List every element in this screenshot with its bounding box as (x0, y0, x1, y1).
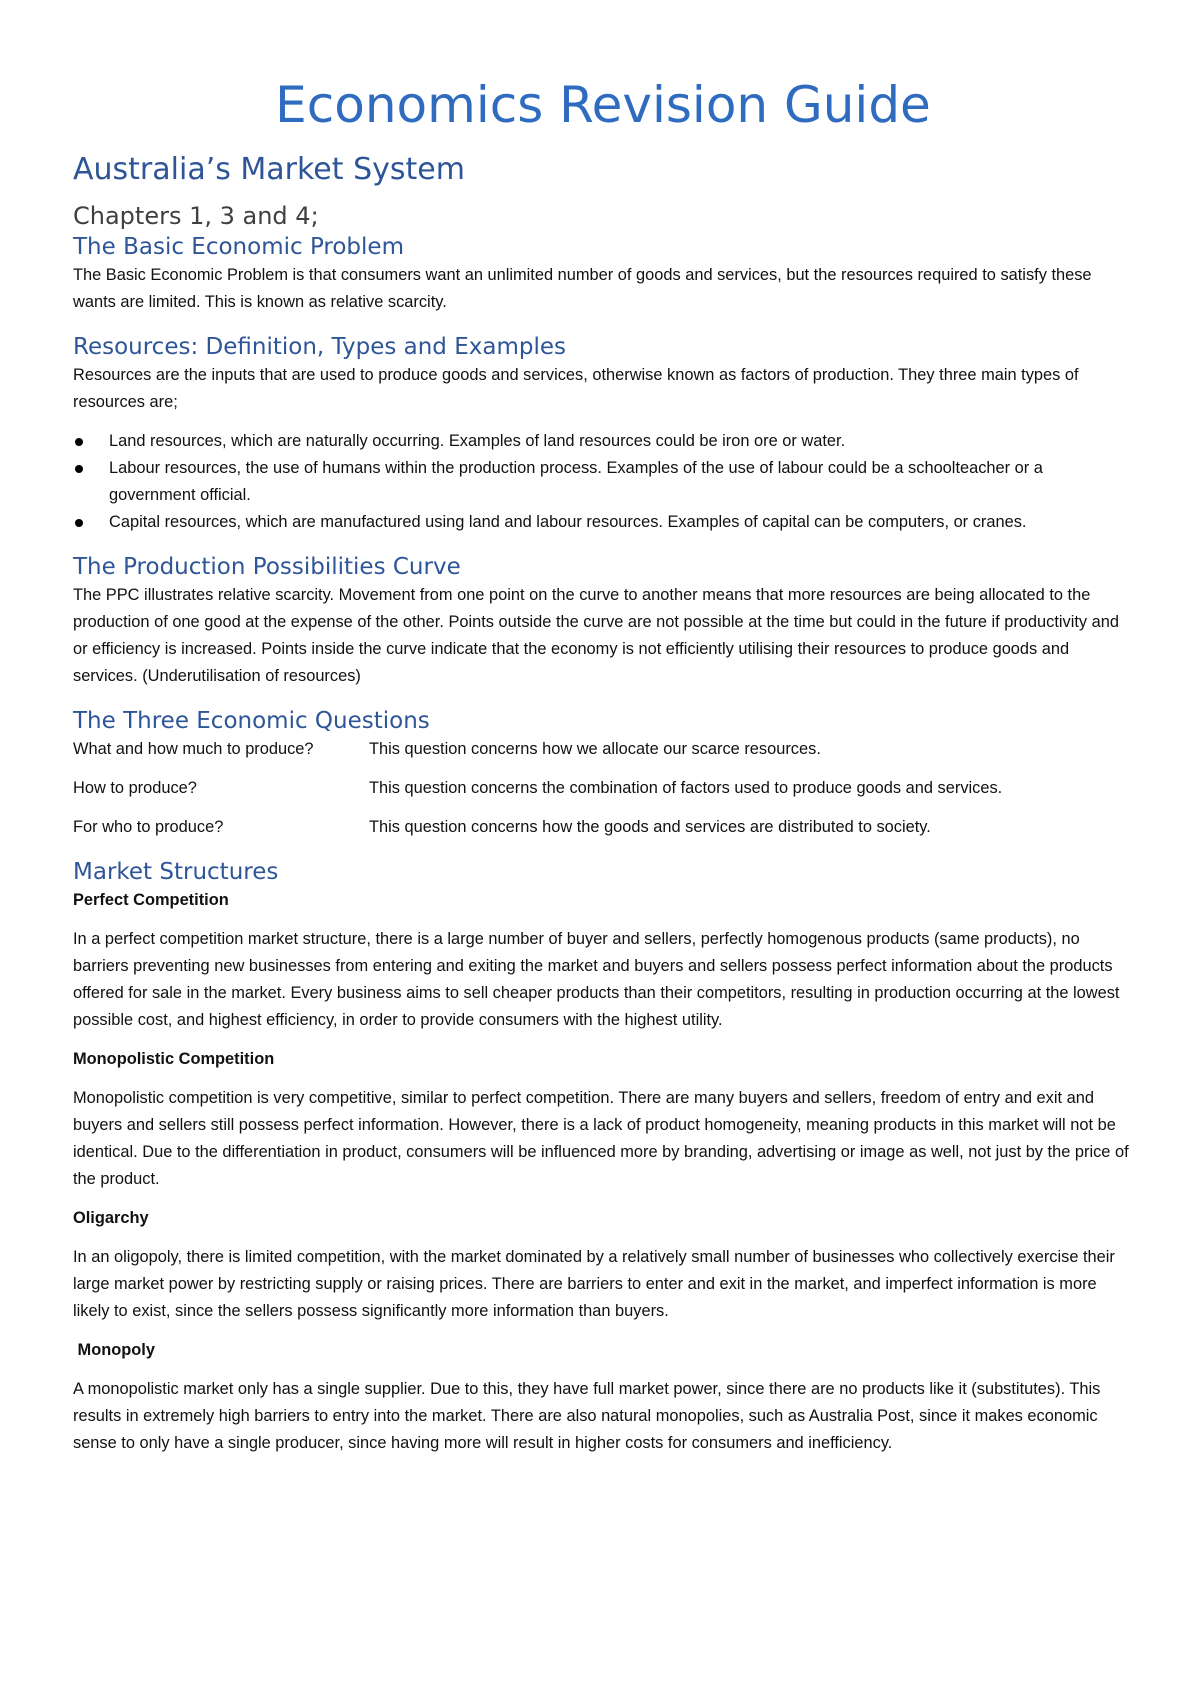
question-row (73, 814, 1133, 841)
question-answer: This question concerns the combination of factors used to produce goods and services. (369, 779, 1003, 797)
monopoly-heading: Monopoly (73, 1341, 155, 1359)
resources-section (73, 332, 1133, 536)
list-item (73, 428, 1133, 455)
question-row (73, 775, 1133, 802)
basic-problem-section (73, 232, 1133, 316)
bullet-icon (75, 438, 83, 446)
resources-list (73, 428, 1133, 536)
bullet-icon (75, 519, 83, 527)
chapters-heading: Chapters 1, 3 and 4; (73, 202, 319, 230)
ppc-body: The PPC illustrates relative scarcity. Movement from one point on the curve to another means that more resources are being allocated to the production of one good at the expense of the other. Points outside the curve are not possible at the time but could in the future if productivity and or efficiency is increased. Points inside the curve indicate that the economy is not efficiently utilising their resources to produce goods and services. (Underutilisation of resources) (73, 586, 1120, 685)
question-row (73, 736, 1133, 763)
perfect-competition-body: In a perfect competition market structure, there is a large number of buyer and sellers, perfectly homogenous products (same products), no barriers preventing new businesses from entering and exiting the market and buyers and sellers possess perfect information about the products offered for sale in the market. Every business aims to sell cheaper products than their competitors, resulting in production occurring at the lowest possible cost, and highest efficiency, in order to provide consumers with the highest utility. (73, 930, 1120, 1029)
oligarchy-heading: Oligarchy (73, 1209, 149, 1227)
basic-problem-body: The Basic Economic Problem is that consumers want an unlimited number of goods and services, but the resources required to satisfy these wants are limited. This is known as relative scarcity. (73, 266, 1092, 311)
question-text: What and how much to produce? (73, 740, 314, 758)
section-heading: Australia’s Market System (73, 152, 465, 187)
questions-section (73, 706, 1133, 841)
market-structures-section (73, 857, 1133, 1457)
basic-problem-heading: The Basic Economic Problem (73, 234, 404, 260)
perfect-competition-heading: Perfect Competition (73, 891, 229, 909)
ppc-heading: The Production Possibilities Curve (73, 554, 461, 580)
question-text: How to produce? (73, 779, 197, 797)
questions-heading: The Three Economic Questions (73, 708, 430, 734)
market-structures-heading: Market Structures (73, 859, 279, 885)
question-text: For who to produce? (73, 818, 224, 836)
resources-heading: Resources: Definition, Types and Examples (73, 334, 566, 360)
list-item (73, 509, 1133, 536)
monopolistic-competition-body: Monopolistic competition is very competitive, similar to perfect competition. There are many buyers and sellers, freedom of entry and exit and buyers and sellers still possess perfect information. However, there is a lack of product homogeneity, meaning products in this market will not be identical. Due to the differentiation in product, consumers will be influenced more by branding, advertising or image as well, not just by the price of the product. (73, 1089, 1129, 1188)
monopolistic-competition-heading: Monopolistic Competition (73, 1050, 275, 1068)
question-answer: This question concerns how we allocate our scarce resources. (369, 740, 821, 758)
question-answer: This question concerns how the goods and services are distributed to society. (369, 818, 931, 836)
oligarchy-body: In an oligopoly, there is limited competition, with the market dominated by a relatively small number of businesses who collectively exercise their large market power by restricting supply or raising prices. There are barriers to enter and exit in the market, and imperfect information is more likely to exist, since the sellers possess significantly more information than buyers. (73, 1248, 1115, 1320)
bullet-icon (75, 465, 83, 473)
document-title: Economics Revision Guide (275, 76, 931, 134)
resources-body: Resources are the inputs that are used to produce goods and services, otherwise known as factors of production. They three main types of resources are; (73, 366, 1079, 411)
list-item (73, 455, 1133, 509)
list-item-text: Labour resources, the use of humans within the production process. Examples of the use of labour could be a schoolteacher or a government official. (109, 459, 1043, 504)
document-page (73, 60, 1133, 1457)
list-item-text: Land resources, which are naturally occurring. Examples of land resources could be iron ore or water. (109, 432, 846, 450)
list-item-text: Capital resources, which are manufactured using land and labour resources. Examples of capital can be computers, or cranes. (109, 513, 1027, 531)
ppc-section (73, 552, 1133, 690)
monopoly-body: A monopolistic market only has a single supplier. Due to this, they have full market power, since there are no products like it (substitutes). This results in extremely high barriers to entry into the market. There are also natural monopolies, such as Australia Post, since it makes economic sense to only have a single producer, since having more will result in higher costs for consumers and inefficiency. (73, 1380, 1101, 1452)
